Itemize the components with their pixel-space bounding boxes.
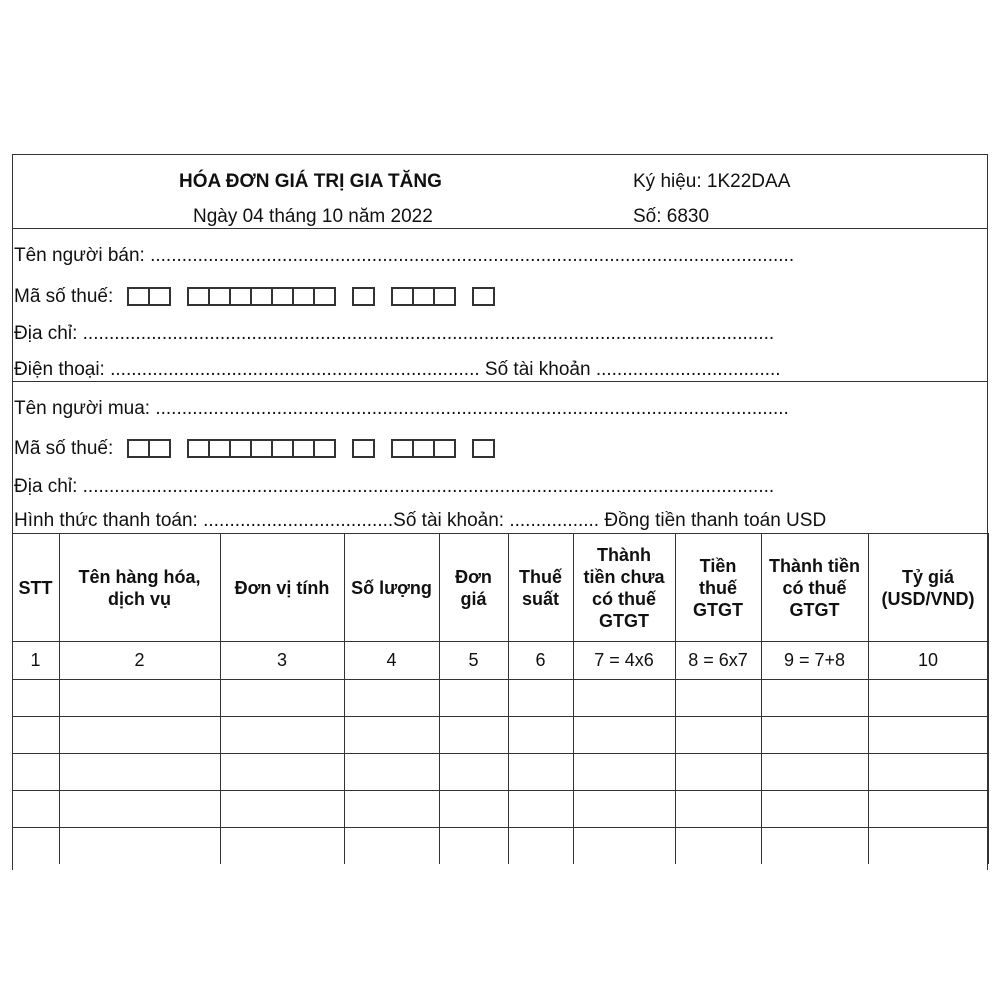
tax-digit-box[interactable] [352,439,375,458]
table-cell[interactable] [573,680,675,717]
tax-digit-box[interactable] [208,287,231,306]
table-cell[interactable] [573,791,675,828]
tax-digit-box[interactable] [127,439,150,458]
tax-digit-box[interactable] [412,287,435,306]
tax-digit-box[interactable] [472,287,495,306]
tax-box-group [472,439,495,458]
tax-digit-box[interactable] [391,287,414,306]
table-row [12,680,988,717]
invoice-symbol: Ký hiệu: 1K22DAA [633,171,791,192]
tax-digit-box[interactable] [313,439,336,458]
buyer-tax-row [14,438,511,460]
column-header: Thành tiền có thuế GTGT [761,534,868,642]
tax-digit-box[interactable] [433,439,456,458]
table-cell[interactable] [868,791,988,828]
tax-digit-box[interactable] [472,439,495,458]
table-cell[interactable] [220,680,344,717]
seller-name-line: Tên người bán: .......................................................................................................................... [14,245,795,266]
column-header: Đơn giá [439,534,508,642]
table-cell[interactable] [761,717,868,754]
table-cell[interactable] [508,828,573,865]
buyer-tax-label: Mã số thuế: [14,438,114,459]
table-cell[interactable] [59,717,220,754]
tax-digit-box[interactable] [292,439,315,458]
table-row [12,791,988,828]
table-cell[interactable] [761,680,868,717]
tax-digit-box[interactable] [292,287,315,306]
seller-tax-boxes [127,287,511,306]
column-header: Tên hàng hóa, dịch vụ [59,534,220,642]
tax-digit-box[interactable] [271,287,294,306]
table-cell[interactable] [12,791,59,828]
table-cell[interactable] [439,791,508,828]
table-cell[interactable] [344,754,439,791]
column-index-cell: 4 [344,642,439,680]
tax-digit-box[interactable] [208,439,231,458]
table-cell[interactable] [344,717,439,754]
table-cell[interactable] [675,828,761,865]
tax-digit-box[interactable] [313,287,336,306]
column-index-cell: 10 [868,642,988,680]
table-cell[interactable] [508,791,573,828]
table-cell[interactable] [508,754,573,791]
tax-box-group [352,287,375,306]
tax-digit-box[interactable] [433,287,456,306]
table-cell[interactable] [868,828,988,865]
tax-digit-box[interactable] [187,287,210,306]
column-header: Thành tiền chưa có thuế GTGT [573,534,675,642]
table-cell[interactable] [12,828,59,865]
table-cell[interactable] [12,717,59,754]
table-index-row [12,642,988,680]
column-index-cell: 8 = 6x7 [675,642,761,680]
tax-digit-box[interactable] [391,439,414,458]
table-cell[interactable] [59,754,220,791]
table-cell[interactable] [220,828,344,865]
tax-box-group [127,287,171,306]
table-row [12,754,988,791]
seller-phone-line: Điện thoại: ...................................................................... Số tài khoản ................................... [14,359,781,380]
invoice-number: Số: 6830 [633,206,710,227]
seller-tax-row [14,286,511,308]
table-cell[interactable] [573,754,675,791]
tax-digit-box[interactable] [127,287,150,306]
column-index-cell: 9 = 7+8 [761,642,868,680]
column-header: STT [12,534,59,642]
column-index-cell: 7 = 4x6 [573,642,675,680]
column-header: Tỷ giá (USD/VND) [868,534,988,642]
buyer-tax-boxes [127,439,511,458]
table-row [12,828,988,865]
tax-digit-box[interactable] [148,287,171,306]
tax-digit-box[interactable] [229,287,252,306]
table-cell[interactable] [59,791,220,828]
tax-digit-box[interactable] [250,439,273,458]
table-cell[interactable] [439,680,508,717]
tax-digit-box[interactable] [412,439,435,458]
tax-box-group [352,439,375,458]
tax-box-group [391,287,456,306]
column-header: Số lượng [344,534,439,642]
table-cell[interactable] [344,791,439,828]
tax-box-group [391,439,456,458]
tax-box-group [472,287,495,306]
table-cell[interactable] [573,717,675,754]
table-cell[interactable] [220,717,344,754]
divider [13,228,987,229]
items-table [12,533,989,864]
table-cell[interactable] [675,754,761,791]
table-cell[interactable] [761,828,868,865]
table-cell[interactable] [508,717,573,754]
invoice-date: Ngày 04 tháng 10 năm 2022 [193,206,433,227]
tax-box-group [187,287,336,306]
column-index-cell: 1 [12,642,59,680]
table-cell[interactable] [675,791,761,828]
table-cell[interactable] [868,717,988,754]
column-index-cell: 5 [439,642,508,680]
buyer-address-line: Địa chỉ: ................................................................................................................................... [14,476,775,497]
table-cell[interactable] [675,680,761,717]
table-cell[interactable] [675,717,761,754]
table-cell[interactable] [220,791,344,828]
column-header: Đơn vị tính [220,534,344,642]
table-cell[interactable] [12,754,59,791]
table-cell[interactable] [761,754,868,791]
tax-digit-box[interactable] [271,439,294,458]
table-cell[interactable] [439,754,508,791]
seller-address-line: Địa chỉ: ................................................................................................................................... [14,323,775,344]
buyer-payment-line: Hình thức thanh toán: ....................................Số tài khoản: ................. Đồng tiền thanh toán USD [14,510,827,531]
table-cell[interactable] [761,791,868,828]
table-row [12,717,988,754]
table-cell[interactable] [868,754,988,791]
tax-box-group [187,439,336,458]
column-index-cell: 6 [508,642,573,680]
table-cell[interactable] [868,680,988,717]
table-cell[interactable] [59,828,220,865]
table-header-row [12,534,988,642]
column-index-cell: 3 [220,642,344,680]
table-cell[interactable] [12,680,59,717]
column-index-cell: 2 [59,642,220,680]
invoice-form [12,154,988,870]
column-header: Tiền thuế GTGT [675,534,761,642]
table-cell[interactable] [439,717,508,754]
tax-box-group [127,439,171,458]
table-cell[interactable] [439,828,508,865]
seller-tax-label: Mã số thuế: [14,286,114,307]
table-cell[interactable] [508,680,573,717]
table-cell[interactable] [573,828,675,865]
tax-digit-box[interactable] [229,439,252,458]
buyer-name-line: Tên người mua: ........................................................................................................................ [14,398,789,419]
table-cell[interactable] [59,680,220,717]
tax-digit-box[interactable] [148,439,171,458]
table-cell[interactable] [220,754,344,791]
table-cell[interactable] [344,680,439,717]
tax-digit-box[interactable] [352,287,375,306]
invoice-title: HÓA ĐƠN GIÁ TRỊ GIA TĂNG [179,171,442,192]
tax-digit-box[interactable] [187,439,210,458]
divider [13,381,987,382]
tax-digit-box[interactable] [250,287,273,306]
column-header: Thuế suất [508,534,573,642]
table-cell[interactable] [344,828,439,865]
